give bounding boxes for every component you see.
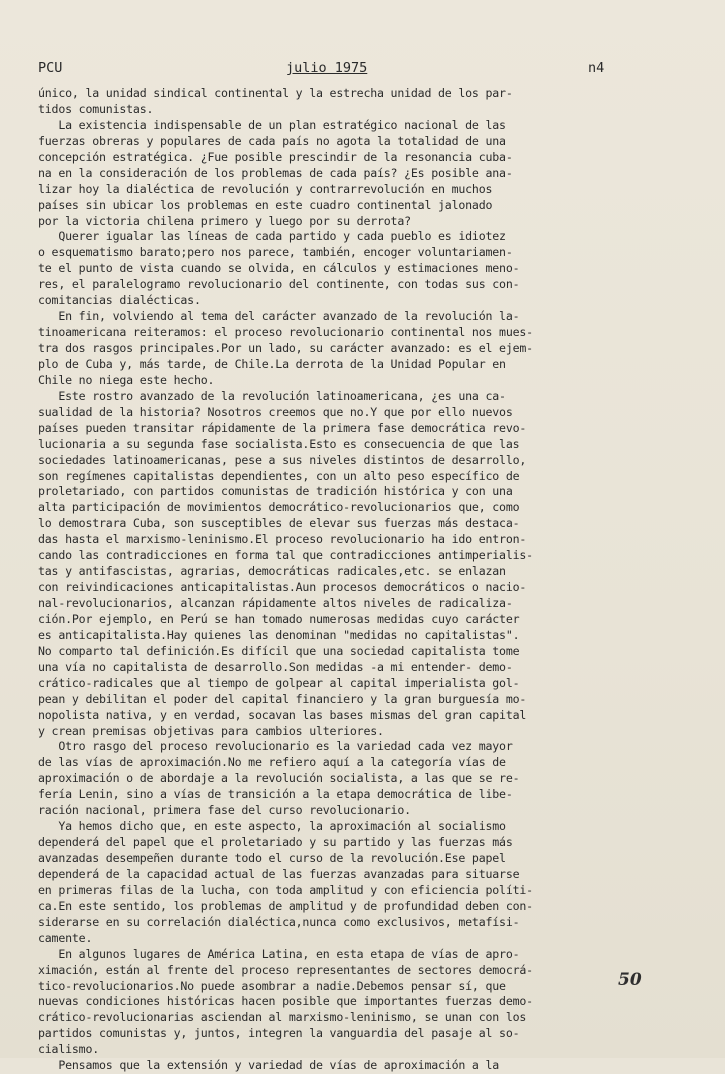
text-line: lo demostrara Cuba, son susceptibles de elevar sus fuerzas más destaca- [38, 516, 520, 531]
text-line: y crean premisas objetivas para cambios ulteriores. [38, 723, 384, 738]
text-line: dependerá de la capacidad actual de las fuerzas avanzadas para situarse [38, 866, 520, 881]
text-line: nal-revolucionarios, alcanzan rápidamente altos niveles de radicaliza- [38, 596, 513, 610]
text-line: dependerá del papel que el proletariado y su partido y las fuerzas más [38, 835, 513, 850]
text-line: aproximación o de abordaje a la revolución socialista, a las que se re- [38, 771, 520, 786]
text-line: avanzadas desempeñen durante todo el curso de la revolución.Ese papel [38, 851, 506, 865]
text-line: pean y debilitan el poder del capital financiero y la gran burguesía mo- [38, 691, 527, 706]
text-line: una vía no capitalista de desarrollo.Son medidas -a mi entender- demo- [38, 659, 513, 674]
text-line: en primeras filas de la lucha, con toda amplitud y con eficiencia políti- [38, 882, 533, 897]
text-line: sociedades latinoamericanas, pese a sus niveles distintos de desarrollo, [38, 452, 527, 467]
text-line: No comparto tal definición.Es difícil que una sociedad capitalista tome [38, 643, 520, 658]
body-text [38, 86, 650, 1074]
text-line: tidos comunistas. [38, 101, 154, 116]
text-line: ca.En este sentido, los problemas de amplitud y de profundidad deben con- [38, 898, 533, 913]
text-line: por la victoria chilena primero y luego por su derrota? [38, 213, 411, 228]
text-line: camente. [38, 930, 93, 945]
text-line: fuerzas obreras y populares de cada país no agota la totalidad de una [38, 133, 506, 148]
page-header [38, 60, 638, 80]
text-line: son regímenes capitalistas dependientes, con un alto peso específico de [38, 468, 520, 483]
text-line: te el punto de vista cuando se olvida, en cálculos y estimaciones meno- [38, 261, 520, 276]
text-line: países sin ubicar los problemas en este cuadro continental jalonado [38, 197, 493, 212]
text-line: cialismo. [38, 1042, 100, 1057]
text-line: sualidad de la historia? Nosotros creemos que no.Y que por ello nuevos [38, 404, 513, 419]
text-line: o esquematismo barato;pero nos parece, también, encoger voluntariamen- [38, 245, 513, 260]
text-line: con reivindicaciones anticapitalistas.Aun procesos democráticos o nacio- [38, 580, 527, 595]
text-line: nopolista nativa, y en verdad, socavan las bases mismas del gran capital [38, 707, 527, 722]
text-line: proletariado, con partidos comunistas de tradición histórica y con una [38, 484, 513, 499]
text-line: fería Lenin, sino a vías de transición a la etapa democrática de libe- [38, 787, 513, 802]
text-line: lizar hoy la dialéctica de revolución y contrarrevolución en muchos [38, 181, 493, 196]
text-line: crático-revolucionarias asciendan al marxismo-leninismo, se unan con los [38, 1010, 527, 1025]
text-line: tra dos rasgos principales.Por un lado, su carácter avanzado: es el ejem- [38, 341, 533, 355]
text-line: En fin, volviendo al tema del carácter avanzado de la revolución la- [38, 309, 520, 324]
text-line: ximación, están al frente del proceso representantes de sectores democrá- [38, 962, 533, 977]
text-line: nuevas condiciones históricas hacen posible que importantes fuerzas demo- [38, 994, 533, 1009]
text-line: ración nacional, primera fase del curso revolucionario. [38, 803, 411, 818]
text-line: es anticapitalista.Hay quienes las denominan "medidas no capitalistas". [38, 627, 520, 642]
text-line: La existencia indispensable de un plan estratégico nacional de las [38, 117, 506, 132]
text-line: ción.Por ejemplo, en Perú se han tomado numerosas medidas cuyo carácter [38, 611, 520, 626]
text-line: plo de Cuba y, más tarde, de Chile.La derrota de la Unidad Popular en [38, 356, 506, 371]
page-number: 50 [618, 970, 642, 990]
text-line: Pensamos que la extensión y variedad de vías de aproximación a la [38, 1058, 500, 1073]
text-line: Chile no niega este hecho. [38, 372, 215, 387]
text-line: comitancias dialécticas. [38, 293, 201, 308]
header-issue-number: n4 [588, 60, 605, 76]
header-date: julio 1975 [286, 60, 368, 76]
text-line: lucionaria a su segunda fase socialista.Esto es consecuencia de que las [38, 436, 520, 451]
text-line: Este rostro avanzado de la revolución latinoamericana, ¿es una ca- [38, 388, 506, 403]
text-line: res, el paralelogramo revolucionario del continente, con todas sus con- [38, 277, 520, 292]
text-line: concepción estratégica. ¿Fue posible prescindir de la resonancia cuba- [38, 149, 513, 164]
text-line: Querer igualar las líneas de cada partido y cada pueblo es idiotez [38, 229, 506, 244]
text-line: cando las contradicciones en forma tal que contradicciones antimperialis- [38, 548, 533, 563]
text-line: alta participación de movimientos democrático-revolucionarios que, como [38, 500, 520, 515]
text-line: Ya hemos dicho que, en este aspecto, la aproximación al socialismo [38, 819, 506, 834]
text-line: na en la consideración de los problemas de cada país? ¿Es posible ana- [38, 165, 513, 180]
header-left: PCU [38, 60, 63, 76]
text-line: de las vías de aproximación.No me refiero aquí a la categoría vías de [38, 755, 506, 770]
text-line: tinoamericana reiteramos: el proceso revolucionario continental nos mues- [38, 325, 533, 340]
text-line: das hasta el marxismo-leninismo.El proceso revolucionario ha ido entron- [38, 532, 527, 547]
text-line: único, la unidad sindical continental y la estrecha unidad de los par- [38, 86, 513, 100]
text-line: países pueden transitar rápidamente de la primera fase democrática revo- [38, 420, 527, 435]
text-line: siderarse en su correlación dialéctica,nunca como exclusivos, metafísi- [38, 914, 520, 929]
text-line: crático-radicales que al tiempo de golpear al capital imperialista gol- [38, 675, 520, 690]
text-line: En algunos lugares de América Latina, en esta etapa de vías de apro- [38, 946, 520, 961]
text-line: Otro rasgo del proceso revolucionario es la variedad cada vez mayor [38, 739, 513, 754]
text-line: partidos comunistas y, juntos, integren la vanguardia del pasaje al so- [38, 1026, 520, 1041]
text-line: tas y antifascistas, agrarias, democráticas radicales,etc. se enlazan [38, 564, 506, 579]
text-line: tico-revolucionarios.No puede asombrar a nadie.Debemos pensar sí, que [38, 978, 506, 993]
